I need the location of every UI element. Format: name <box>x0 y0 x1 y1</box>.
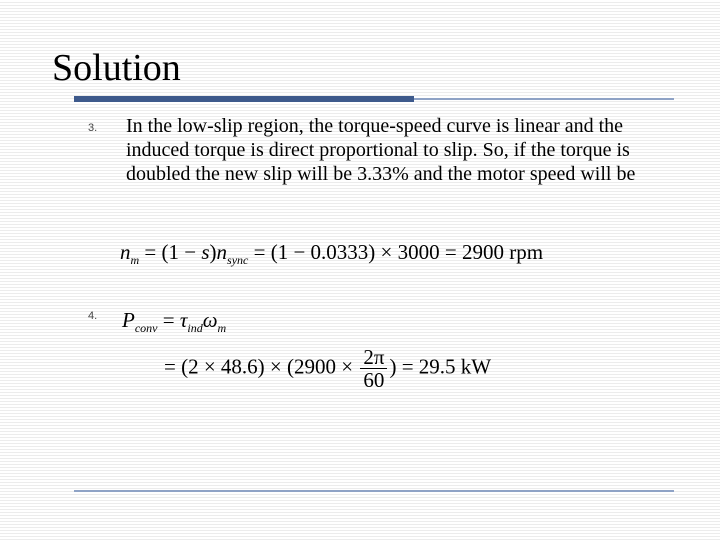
eq1-n2-sub: sync <box>227 253 249 267</box>
eq1-part2: ) <box>209 240 217 264</box>
bottom-rule <box>74 490 674 492</box>
motor-speed-equation <box>120 240 543 265</box>
eq1-part1: = (1 − <box>139 240 202 264</box>
title-rule-dark <box>74 96 414 102</box>
eq3-prefix: = (2 × 48.6) × (2900 × <box>164 354 359 379</box>
eq2-tau: τ <box>179 308 188 332</box>
item-3-text: In the low-slip region, the torque-speed curve is linear and the induced torque is direct proportional to slip. So, if the torque is doubled the new slip will be 3.33% and the motor speed will be <box>126 115 636 185</box>
eq1-n: n <box>120 240 131 264</box>
frac-denominator: 60 <box>363 368 385 392</box>
item-number-4: 4. <box>88 310 98 322</box>
item-number-3: 3. <box>88 122 98 134</box>
two-pi-over-60-fraction <box>360 346 387 391</box>
title-rule-light <box>414 98 674 100</box>
eq2-omega: ω <box>202 308 218 332</box>
eq3-suffix: ) = 29.5 kW <box>389 354 492 379</box>
eq1-s: s <box>201 240 210 264</box>
slide-title: Solution <box>52 47 181 89</box>
eq1-n-sub: m <box>130 253 140 267</box>
eq2-tau-sub: ind <box>187 321 203 335</box>
eq1-n2: n <box>216 240 228 264</box>
eq1-rhs: = (1 − 0.0333) × 3000 = 2900 rpm <box>248 240 544 264</box>
eq2-omega-sub: m <box>217 321 227 335</box>
eq2-p-sub: conv <box>134 321 158 335</box>
frac-numerator: 2π <box>360 346 387 369</box>
power-equation-line2 <box>164 346 491 391</box>
eq2-equals: = <box>157 308 180 332</box>
eq2-p: P <box>122 308 135 332</box>
power-equation-line1 <box>122 308 226 333</box>
